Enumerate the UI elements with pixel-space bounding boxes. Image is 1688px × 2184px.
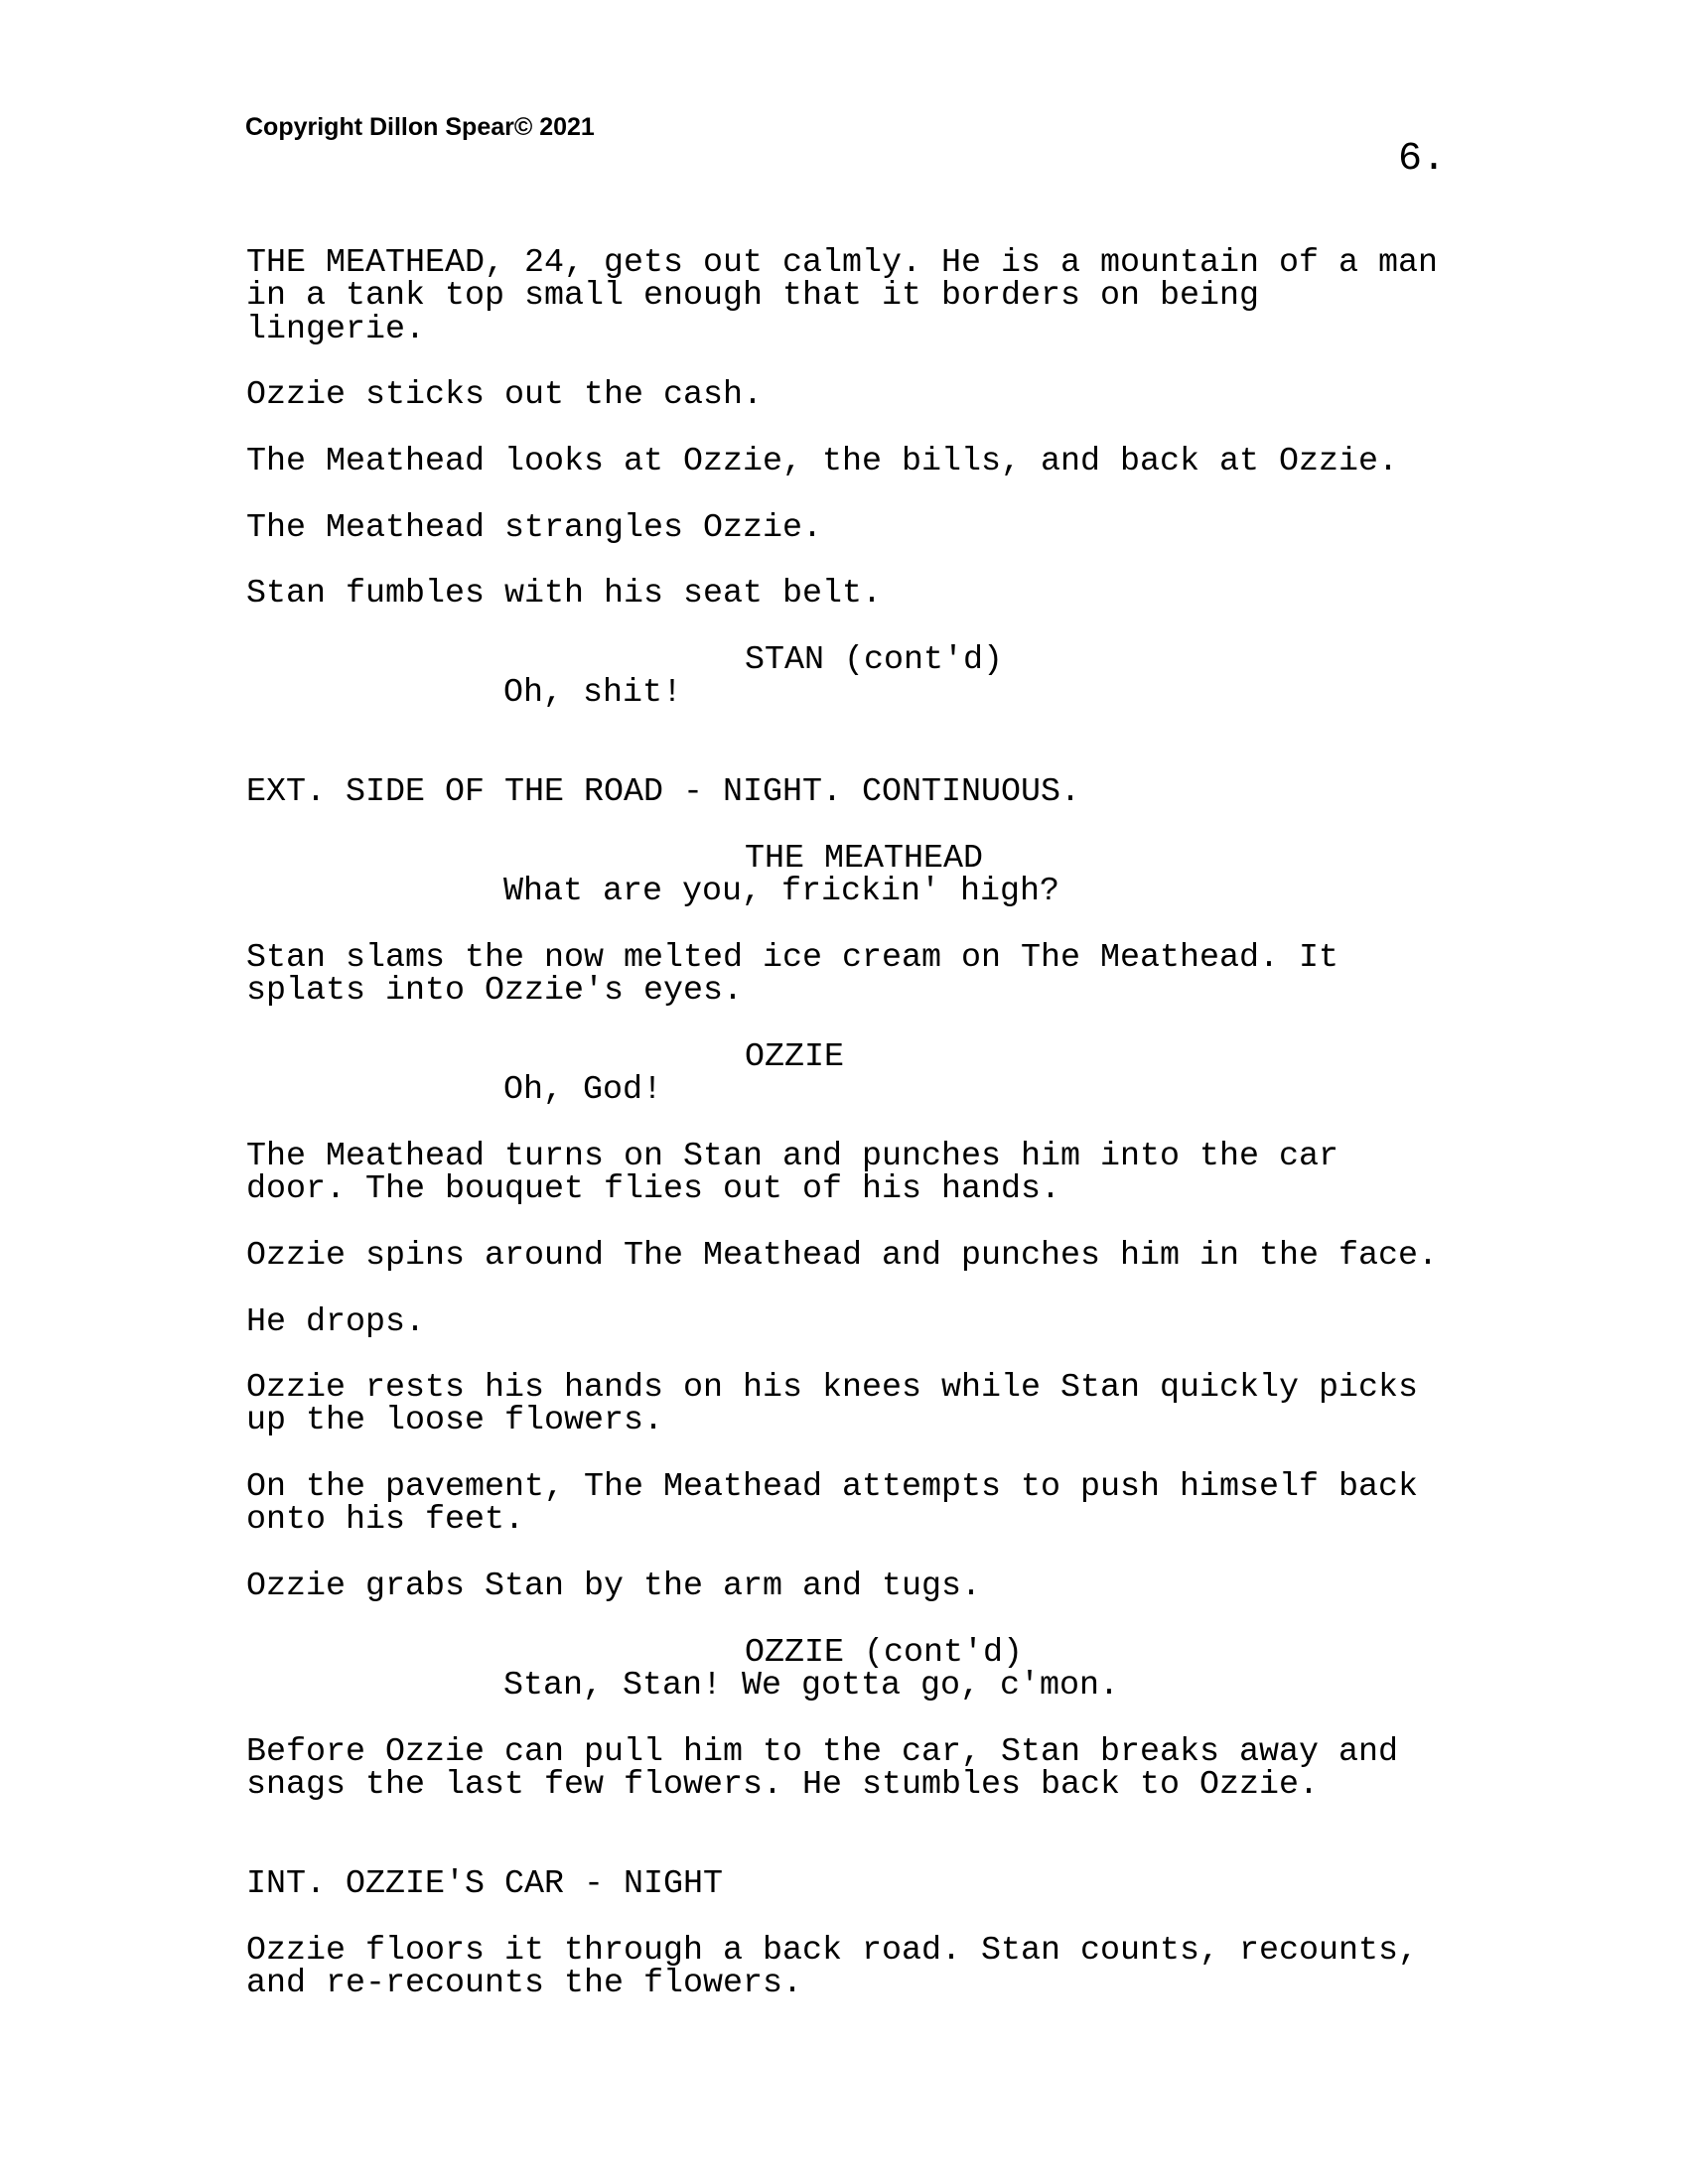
dialogue-line: Oh, shit!	[503, 674, 683, 713]
action-line: Ozzie floors it through a back road. Stan counts, recounts,	[246, 1931, 1419, 1970]
blank-line	[0, 1836, 1688, 1868]
copyright-header: Copyright Dillon Spear© 2021	[245, 113, 595, 141]
action-line: On the pavement, The Meathead attempts to push himself back	[246, 1468, 1419, 1507]
blank-line	[0, 478, 1688, 511]
blank-line	[0, 1901, 1688, 1934]
blank-line	[0, 1802, 1688, 1835]
blank-line	[0, 1703, 1688, 1735]
blank-line	[0, 413, 1688, 446]
character-name: OZZIE	[745, 1037, 845, 1076]
blank-line	[0, 1207, 1688, 1240]
action-line: in a tank top small enough that it borders on being	[246, 277, 1260, 316]
action-line: Ozzie grabs Stan by the arm and tugs.	[246, 1568, 982, 1606]
blank-line	[0, 909, 1688, 942]
action-line: Ozzie rests his hands on his knees while Stan quickly picks	[246, 1369, 1419, 1408]
character-name: OZZIE (cont'd)	[745, 1633, 1024, 1672]
action-line: THE MEATHEAD, 24, gets out calmly. He is a mountain of a man	[246, 244, 1439, 282]
page-number: 6.	[1398, 137, 1447, 182]
action-line: The Meathead strangles Ozzie.	[246, 508, 823, 547]
action-line: Stan fumbles with his seat belt.	[246, 575, 883, 614]
dialogue-line: What are you, frickin' high?	[503, 873, 1060, 911]
scene-heading: INT. OZZIE'S CAR - NIGHT	[246, 1865, 724, 1904]
action-line: lingerie.	[246, 310, 426, 348]
blank-line	[0, 612, 1688, 644]
blank-line	[0, 1438, 1688, 1471]
blank-line	[0, 1273, 1688, 1305]
script-body	[0, 244, 1688, 2003]
dialogue-line: Oh, God!	[503, 1071, 663, 1110]
blank-line	[0, 346, 1688, 379]
action-line: Stan slams the now melted ice cream on The Meathead. It	[246, 938, 1339, 977]
blank-line	[0, 1108, 1688, 1141]
blank-line	[0, 545, 1688, 578]
action-line: snags the last few flowers. He stumbles back to Ozzie.	[246, 1766, 1320, 1805]
action-line: Ozzie sticks out the cash.	[246, 376, 764, 415]
blank-line	[0, 1538, 1688, 1570]
action-line: up the loose flowers.	[246, 1402, 664, 1440]
action-line: splats into Ozzie's eyes.	[246, 972, 744, 1011]
blank-line	[0, 1339, 1688, 1372]
action-line: He drops.	[246, 1302, 426, 1341]
action-line: The Meathead turns on Stan and punches him into the car	[246, 1137, 1339, 1175]
action-line: door. The bouquet flies out of his hands.	[246, 1170, 1061, 1209]
character-name: STAN (cont'd)	[745, 640, 1004, 679]
blank-line	[0, 711, 1688, 744]
blank-line	[0, 744, 1688, 776]
action-line: Ozzie spins around The Meathead and punches him in the face.	[246, 1236, 1439, 1275]
dialogue-line: Stan, Stan! We gotta go, c'mon.	[503, 1667, 1120, 1706]
scene-heading: EXT. SIDE OF THE ROAD - NIGHT. CONTINUOUS.	[246, 773, 1081, 812]
action-line: and re-recounts the flowers.	[246, 1965, 803, 2003]
action-line: The Meathead looks at Ozzie, the bills, and back at Ozzie.	[246, 442, 1399, 480]
action-line: onto his feet.	[246, 1501, 525, 1540]
blank-line	[0, 810, 1688, 843]
blank-line	[0, 1603, 1688, 1636]
blank-line	[0, 1009, 1688, 1041]
character-name: THE MEATHEAD	[745, 839, 984, 878]
action-line: Before Ozzie can pull him to the car, Stan breaks away and	[246, 1732, 1399, 1771]
